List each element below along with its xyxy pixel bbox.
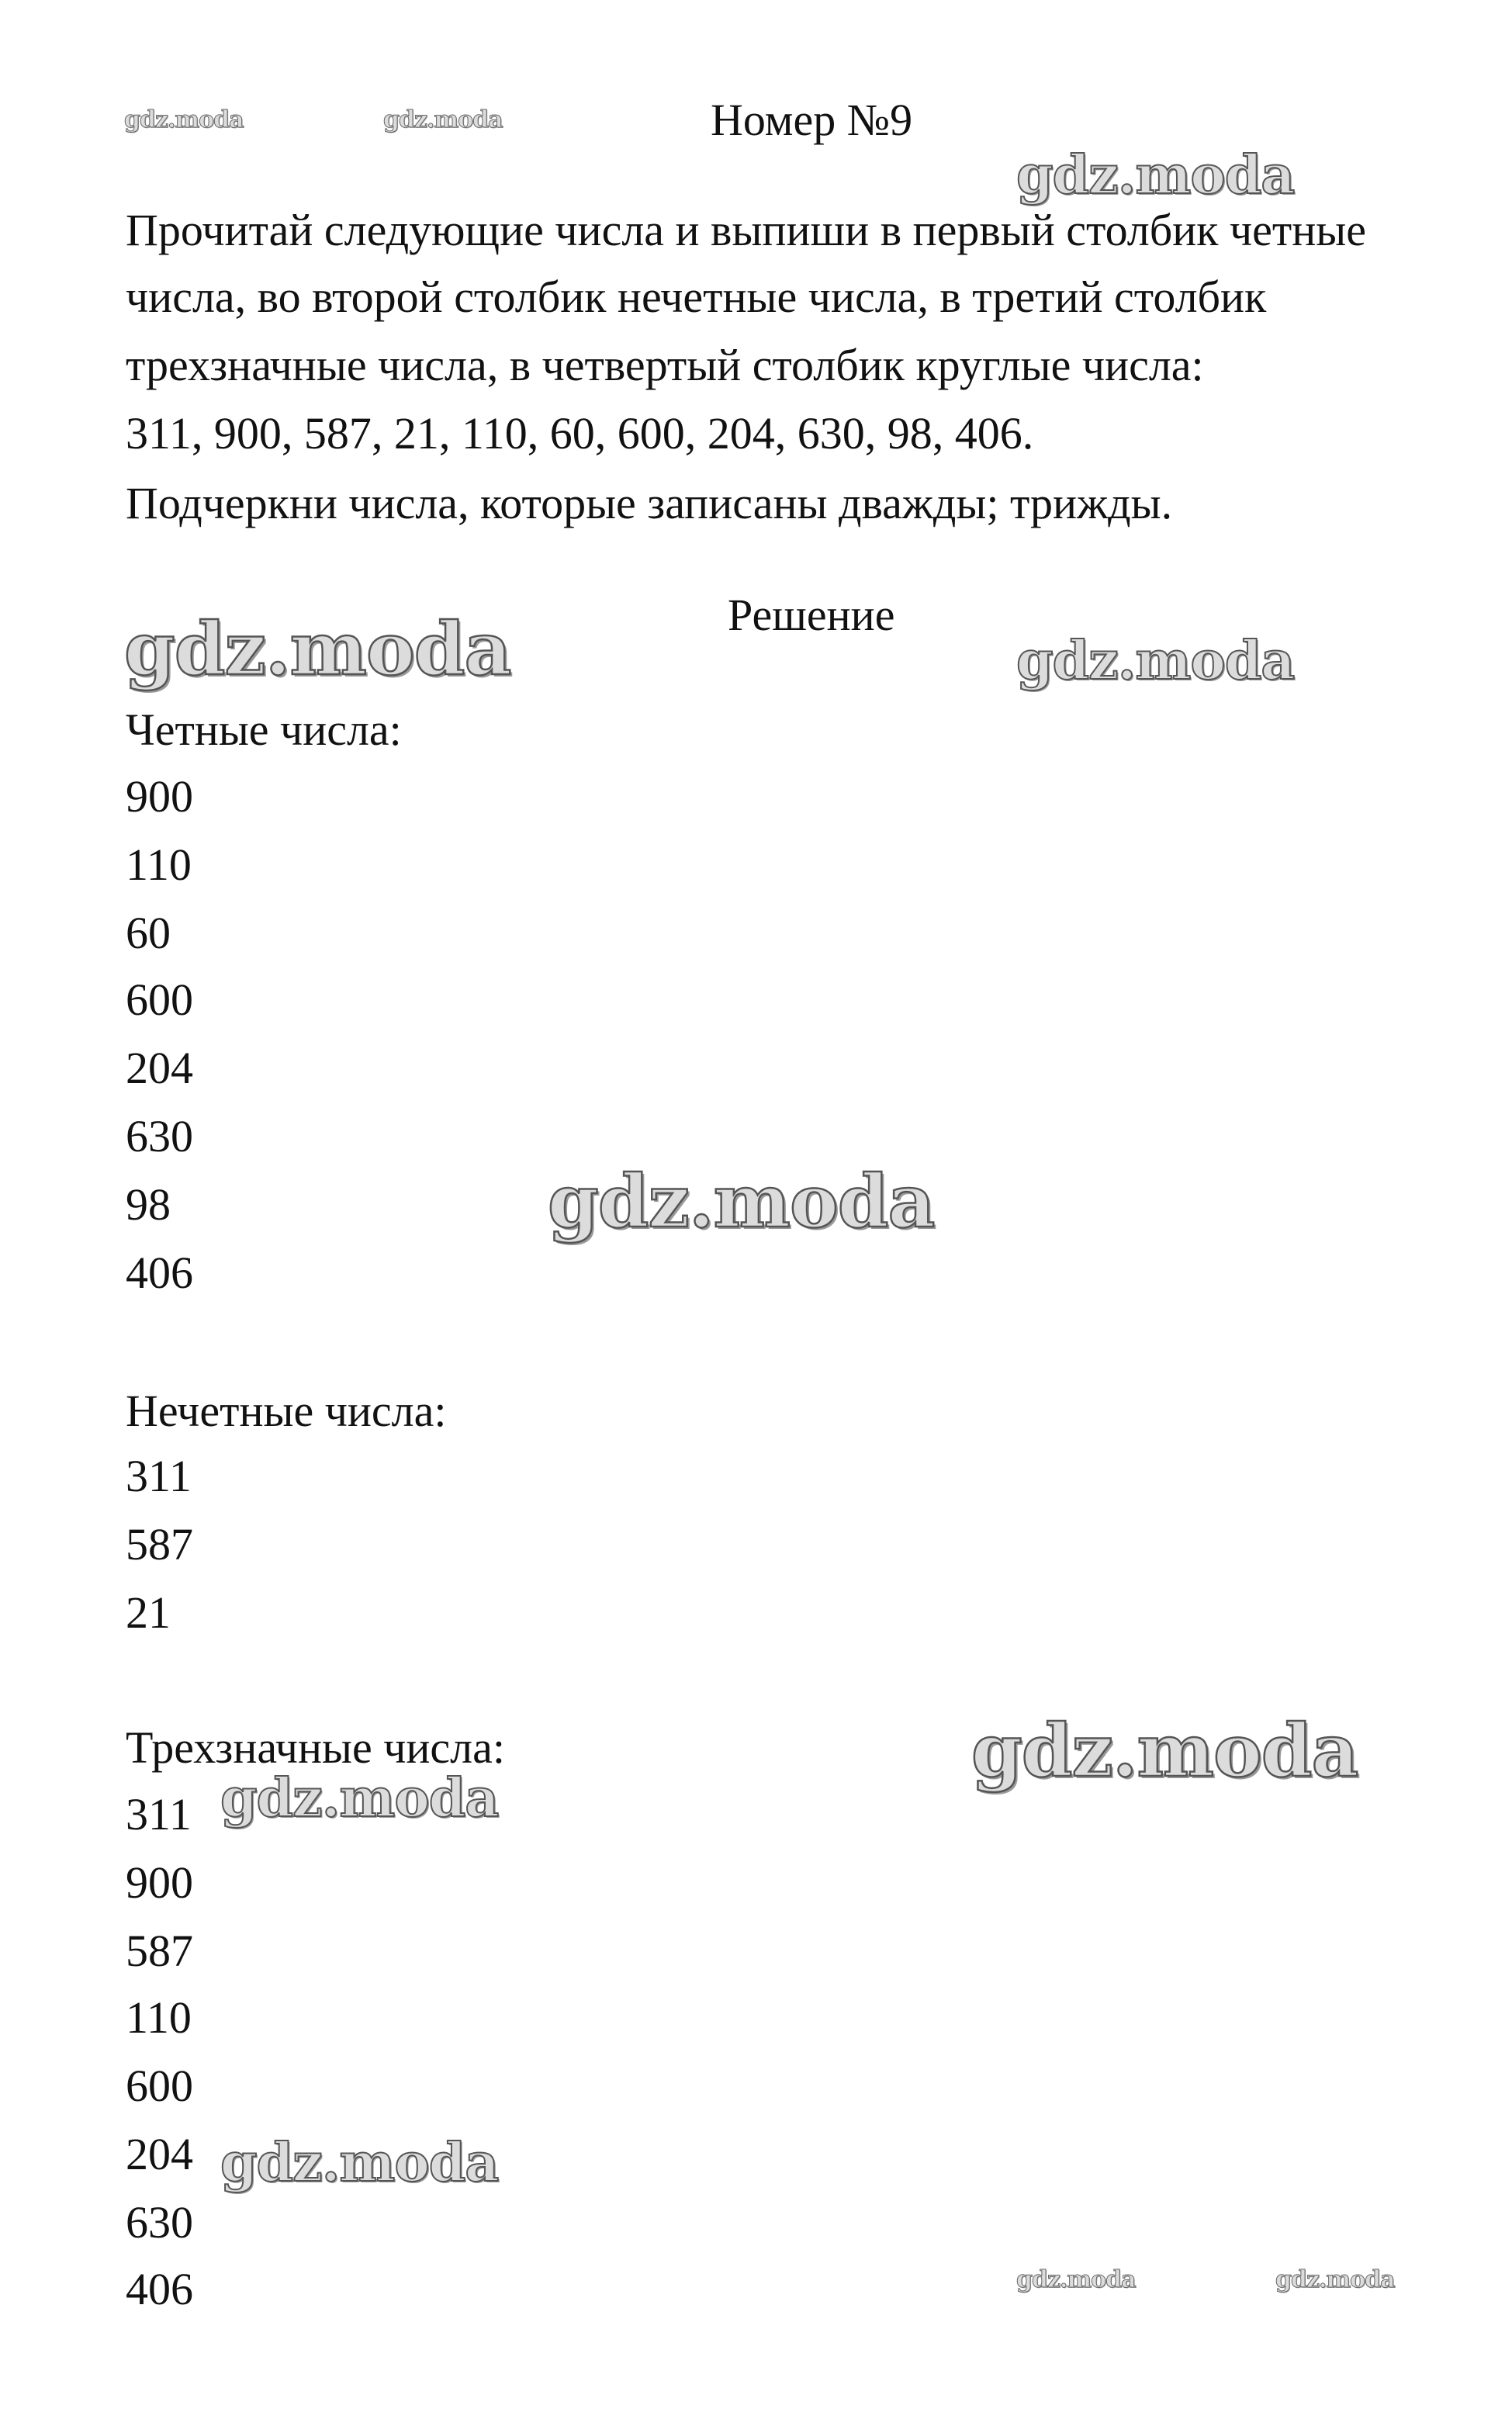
even-number: 60 — [126, 908, 171, 958]
three-digit-number: 630 — [126, 2197, 193, 2248]
three-digit-numbers-label: Трехзначные числа: — [126, 1722, 505, 1773]
even-number: 98 — [126, 1179, 171, 1230]
even-number: 900 — [126, 771, 193, 822]
watermark: gdz.moda — [971, 1708, 1358, 1794]
three-digit-number: 311 — [126, 1789, 192, 1839]
watermark: gdz.moda — [220, 2132, 499, 2194]
task-line: трехзначные числа, в четвертый столбик круглые числа: — [126, 340, 1204, 390]
watermark: gdz.moda — [548, 1159, 935, 1244]
task-line: Прочитай следующие числа и выпиши в первый столбик четные — [126, 205, 1366, 255]
watermark: gdz.moda — [383, 106, 503, 133]
three-digit-number: 406 — [126, 2264, 193, 2314]
three-digit-number: 900 — [126, 1857, 193, 1908]
even-number: 600 — [126, 974, 193, 1025]
three-digit-number: 587 — [126, 1926, 193, 1976]
task-line: Подчеркни числа, которые записаны дважды; трижды. — [126, 478, 1173, 528]
even-numbers-label: Четные числа: — [126, 704, 402, 755]
odd-number: 587 — [126, 1519, 193, 1569]
three-digit-number: 110 — [126, 1992, 192, 2043]
watermark: gdz.moda — [220, 1767, 499, 1829]
watermark: gdz.moda — [1016, 2266, 1136, 2293]
watermark: gdz.moda — [1016, 630, 1295, 692]
watermark: gdz.moda — [1016, 144, 1295, 206]
three-digit-number: 204 — [126, 2129, 193, 2179]
odd-number: 311 — [126, 1451, 192, 1501]
task-numbers-line: 311, 900, 587, 21, 110, 60, 600, 204, 630, 98, 406. — [126, 408, 1034, 459]
solution-heading: Решение — [728, 590, 895, 640]
odd-number: 21 — [126, 1587, 171, 1638]
three-digit-number: 600 — [126, 2061, 193, 2111]
watermark: gdz.moda — [1275, 2266, 1395, 2293]
odd-numbers-label: Нечетные числа: — [126, 1386, 447, 1436]
watermark: gdz.moda — [124, 607, 511, 692]
even-number: 406 — [126, 1248, 193, 1298]
even-number: 630 — [126, 1111, 193, 1161]
even-number: 110 — [126, 839, 192, 890]
task-line: числа, во второй столбик нечетные числа, в третий столбик — [126, 272, 1267, 322]
page-title: Номер №9 — [711, 95, 913, 145]
watermark: gdz.moda — [124, 106, 244, 133]
even-number: 204 — [126, 1043, 193, 1093]
